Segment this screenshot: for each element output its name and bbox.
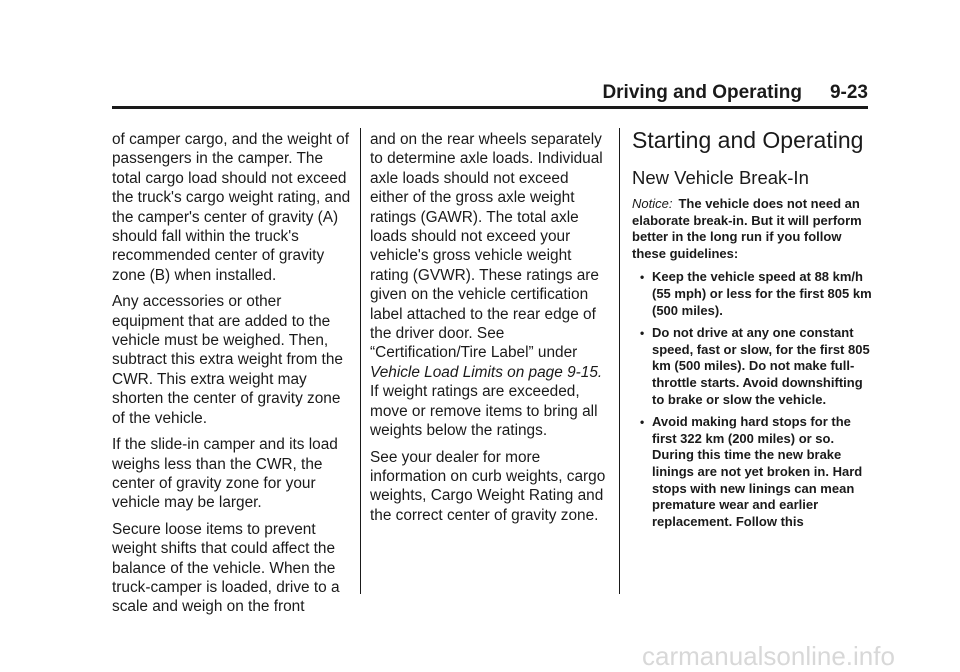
section-heading: Starting and Operating: [632, 127, 864, 153]
header-rule: [112, 106, 868, 109]
notice-paragraph: [632, 196, 872, 262]
column-divider: [360, 128, 361, 594]
column-left: [112, 130, 352, 624]
page-number: 9-23: [829, 82, 868, 103]
cross-reference-link[interactable]: Vehicle Load Limits on page 9-15.: [370, 363, 603, 381]
bullet-icon: •: [640, 270, 645, 285]
paragraph: Secure loose items to prevent weight shifts that could affect the balance of the vehicle. When the truck-camper is loaded, drive to a scale and weigh on the front: [112, 520, 340, 616]
paragraph-text: If weight ratings are exceeded, move or remove items to bring all weights below the ratings.: [370, 383, 598, 440]
column-right: [632, 127, 872, 536]
subsection-heading: New Vehicle Break-In: [632, 167, 809, 188]
list-item-text: Do not drive at any one constant speed, fast or slow, for the first 805 km (500 miles). Do not make full-throttle starts. Avoid downshifting to brake or slow the vehicle.: [652, 325, 870, 407]
paragraph: [370, 130, 610, 441]
paragraph: Any accessories or other equipment that are added to the vehicle must be weighed. Then, subtract this extra weight from the CWR. This extra weight may shorten the center of gravity zone of the vehicle.: [112, 293, 343, 427]
guidelines-list: [632, 269, 872, 530]
list-item-text: Keep the vehicle speed at 88 km/h (55 mph) or less for the first 805 km (500 miles).: [652, 269, 872, 318]
paragraph: See your dealer for more information on curb weights, cargo weights, Cargo Weight Rating and the correct center of gravity zone.: [370, 448, 606, 524]
paragraph: If the slide-in camper and its load weighs less than the CWR, the center of gravity zone for your vehicle may be larger.: [112, 436, 338, 512]
page-header: [112, 83, 868, 103]
bullet-icon: •: [640, 326, 645, 341]
watermark: carmanualsonline.info: [642, 641, 895, 671]
list-item: [632, 414, 872, 530]
column-middle: [370, 130, 610, 532]
notice-text: The vehicle does not need an elaborate break-in. But it will perform better in the long run if you follow these guidelines:: [632, 196, 862, 261]
paragraph: of camper cargo, and the weight of passengers in the camper. The total cargo load should not exceed the truck's cargo weight rating, and the camper's center of gravity (A) should fall within the truck's recommended center of gravity zone (B) when installed.: [112, 131, 351, 284]
list-item: [632, 325, 872, 408]
column-divider: [619, 128, 620, 594]
section-title: Driving and Operating: [602, 82, 802, 103]
list-item-text: Avoid making hard stops for the first 322 km (200 miles) or so. During this time the new brake linings are not yet broken in. Hard stops with new linings can mean premature wear and earlier replacement. Follow this: [652, 414, 863, 529]
bullet-icon: •: [640, 415, 645, 430]
paragraph-text: and on the rear wheels separately to determine axle loads. Individual axle loads should not exceed either of the gross axle weight ratings (GAWR). The total axle loads should not exceed your vehicle's gross vehicle weight rating (GVWR). These ratings are given on the vehicle certification label attached to the rear edge of the driver door. See “Certification/Tire Label” under: [370, 131, 603, 362]
notice-label: Notice:: [632, 196, 673, 211]
list-item: [632, 269, 872, 319]
